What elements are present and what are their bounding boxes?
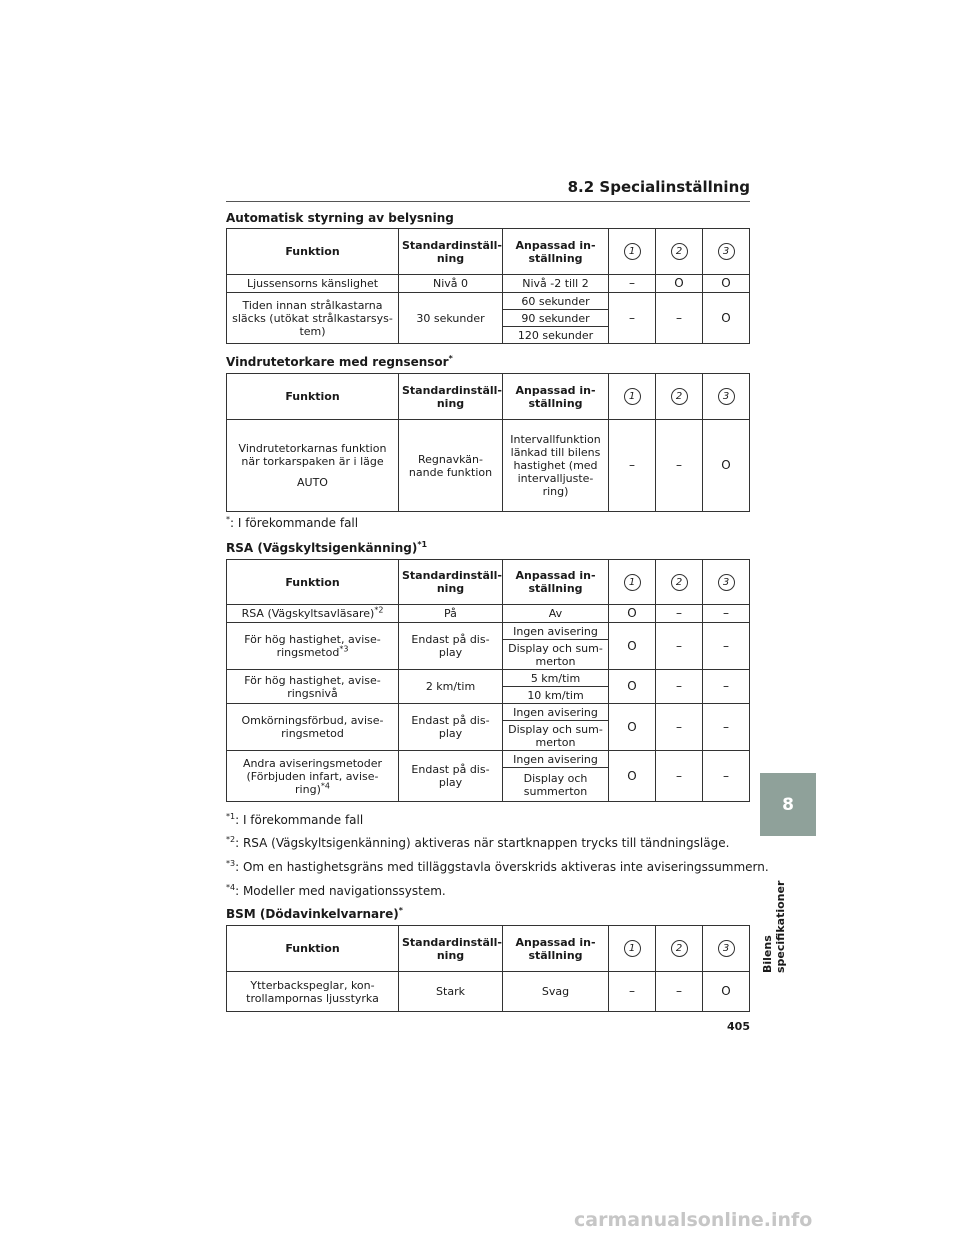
- cell-mark-3: –: [703, 623, 750, 670]
- circle-3-icon: 3: [718, 940, 735, 957]
- cell-funktion: RSA (Vägskyltsavläsare)$^{*2}$: [227, 605, 399, 623]
- table-header-row: [227, 926, 750, 972]
- cell-mark-3: –: [703, 751, 750, 802]
- cell-anpassad-option: 120 sekunder: [503, 327, 609, 344]
- header-standard: Standardinställ-ning: [399, 560, 503, 605]
- page-header: 8.2 Specialinställning: [226, 178, 750, 202]
- cell-mark-3: O: [703, 293, 750, 344]
- cell-anpassad-option: 60 sekunder: [503, 293, 609, 310]
- header-standard: Standardinställ-ning: [399, 926, 503, 972]
- header-col-2: [656, 560, 703, 605]
- circle-3-icon: 3: [718, 574, 735, 591]
- cell-mark-2: –: [656, 972, 703, 1012]
- cell-mark-1: O: [609, 605, 656, 623]
- header-anpassad: Anpassad in-ställning: [503, 374, 609, 420]
- header-col-1: [609, 926, 656, 972]
- footnote-1: $^{*1}$: I förekommande fall: [226, 812, 364, 827]
- header-anpassad: Anpassad in-ställning: [503, 560, 609, 605]
- cell-mark-2: –: [656, 704, 703, 751]
- section-title-lighting: Automatisk styrning av belysning: [226, 211, 454, 225]
- cell-standard: På: [399, 605, 503, 623]
- header-anpassad: Anpassad in-ställning: [503, 926, 609, 972]
- cell-anpassad-option: Display och sum-merton: [503, 721, 609, 751]
- cell-anpassad: Nivå -2 till 2: [503, 275, 609, 293]
- table-row: [227, 605, 750, 623]
- cell-funktion: Omkörningsförbud, avise-ringsmetod: [227, 704, 399, 751]
- cell-mark-1: O: [609, 623, 656, 670]
- cell-anpassad-option: Display och summerton: [503, 768, 609, 802]
- cell-funktion: För hög hastighet, avise-ringsmetod$^{*3}$: [227, 623, 399, 670]
- cell-anpassad-option: Ingen avisering: [503, 704, 609, 721]
- cell-standard: Endast på dis-play: [399, 751, 503, 802]
- cell-anpassad-option: 10 km/tim: [503, 687, 609, 704]
- circle-3-icon: 3: [718, 388, 735, 405]
- table-bsm: [226, 925, 750, 1012]
- cell-funktion: Andra aviseringsmetoder (Förbjuden infart, avise-ring)$^{*4}$: [227, 751, 399, 802]
- cell-mark-2: –: [656, 751, 703, 802]
- cell-mark-2: –: [656, 623, 703, 670]
- table-header-row: [227, 560, 750, 605]
- table-rsa: [226, 559, 750, 802]
- circle-2-icon: 2: [671, 940, 688, 957]
- cell-funktion: Ljussensorns känslighet: [227, 275, 399, 293]
- table-header-row: [227, 229, 750, 275]
- section-title-rsa: RSA (Vägskyltsigenkänning)$^{*1}$: [226, 540, 428, 555]
- circle-3-icon: 3: [718, 243, 735, 260]
- footnote-3: $^{*3}$: Om en hastighetsgräns med tilläggstavla överskrids aktiveras inte aviseringssummern.: [226, 859, 769, 874]
- section-title-wipers: Vindrutetorkare med regnsensor*: [226, 354, 453, 369]
- section-title-bsm: BSM (Dödavinkelvarnare)*: [226, 906, 403, 921]
- cell-mark-1: –: [609, 420, 656, 512]
- cell-mark-3: O: [703, 972, 750, 1012]
- cell-standard: Nivå 0: [399, 275, 503, 293]
- footnote-wipers: *: I förekommande fall: [226, 515, 359, 530]
- header-col-3: [703, 374, 750, 420]
- table-row: [227, 420, 750, 512]
- header-funktion: Funktion: [227, 926, 399, 972]
- cell-funktion: Ytterbackspeglar, kon-trollampornas ljusstyrka: [227, 972, 399, 1012]
- circle-1-icon: 1: [624, 940, 641, 957]
- circle-1-icon: 1: [624, 243, 641, 260]
- cell-anpassad: Svag: [503, 972, 609, 1012]
- cell-funktion: Tiden innan strålkastarna släcks (utökat strålkastarsys-tem): [227, 293, 399, 344]
- cell-mark-2: –: [656, 420, 703, 512]
- cell-mark-2: O: [656, 275, 703, 293]
- header-col-1: [609, 560, 656, 605]
- cell-mark-1: –: [609, 275, 656, 293]
- chapter-tab: 8: [760, 773, 816, 836]
- cell-standard: Stark: [399, 972, 503, 1012]
- cell-mark-3: O: [703, 420, 750, 512]
- header-col-1: [609, 374, 656, 420]
- circle-2-icon: 2: [671, 243, 688, 260]
- circle-2-icon: 2: [671, 574, 688, 591]
- footnote-4: $^{*4}$: Modeller med navigationssystem.: [226, 883, 446, 898]
- table-wipers: [226, 373, 750, 512]
- header-col-3: [703, 229, 750, 275]
- table-row: [227, 972, 750, 1012]
- cell-mark-1: –: [609, 972, 656, 1012]
- cell-mark-2: –: [656, 293, 703, 344]
- header-funktion: Funktion: [227, 374, 399, 420]
- cell-standard: 2 km/tim: [399, 670, 503, 704]
- cell-standard: Endast på dis-play: [399, 704, 503, 751]
- table-lighting: [226, 228, 750, 344]
- cell-mark-2: –: [656, 670, 703, 704]
- table-row: [227, 751, 750, 768]
- cell-mark-1: O: [609, 751, 656, 802]
- cell-anpassad-option: Ingen avisering: [503, 751, 609, 768]
- header-standard: Standardinställ-ning: [399, 374, 503, 420]
- cell-standard: 30 sekunder: [399, 293, 503, 344]
- table-row: [227, 275, 750, 293]
- cell-mark-1: O: [609, 704, 656, 751]
- watermark: carmanualsonline.info: [574, 1209, 813, 1231]
- cell-funktion: Vindrutetorkarnas funktion när torkarspaken är i läge AUTO: [227, 420, 399, 512]
- cell-anpassad: Av: [503, 605, 609, 623]
- header-col-2: [656, 926, 703, 972]
- chapter-side-label: Bilens specifikationer: [761, 880, 787, 973]
- header-col-3: [703, 560, 750, 605]
- circle-1-icon: 1: [624, 574, 641, 591]
- table-row: [227, 293, 750, 310]
- cell-anpassad-option: 5 km/tim: [503, 670, 609, 687]
- cell-standard: Regnavkän-nande funktion: [399, 420, 503, 512]
- circle-1-icon: 1: [624, 388, 641, 405]
- table-row: [227, 670, 750, 687]
- cell-mark-3: –: [703, 605, 750, 623]
- header-funktion: Funktion: [227, 229, 399, 275]
- cell-anpassad-option: Display och sum-merton: [503, 640, 609, 670]
- cell-mark-3: –: [703, 670, 750, 704]
- header-col-2: [656, 229, 703, 275]
- header-anpassad: Anpassad in-ställning: [503, 229, 609, 275]
- header-col-2: [656, 374, 703, 420]
- cell-mark-1: –: [609, 293, 656, 344]
- circle-2-icon: 2: [671, 388, 688, 405]
- cell-mark-3: –: [703, 704, 750, 751]
- cell-mark-3: O: [703, 275, 750, 293]
- header-funktion: Funktion: [227, 560, 399, 605]
- table-header-row: [227, 374, 750, 420]
- cell-standard: Endast på dis-play: [399, 623, 503, 670]
- page-number: 405: [727, 1020, 750, 1033]
- header-col-1: [609, 229, 656, 275]
- cell-anpassad-option: Ingen avisering: [503, 623, 609, 640]
- header-col-3: [703, 926, 750, 972]
- cell-funktion: För hög hastighet, avise-ringsnivå: [227, 670, 399, 704]
- table-row: [227, 623, 750, 640]
- cell-mark-2: –: [656, 605, 703, 623]
- table-row: [227, 704, 750, 721]
- cell-anpassad-option: 90 sekunder: [503, 310, 609, 327]
- header-standard: Standardinställ-ning: [399, 229, 503, 275]
- footnote-2: $^{*2}$: RSA (Vägskyltsigenkänning) aktiveras när startknappen trycks till tändningsläge.: [226, 835, 730, 850]
- cell-anpassad: Intervallfunktion länkad till bilens hastighet (med intervalljuste-ring): [503, 420, 609, 512]
- cell-mark-1: O: [609, 670, 656, 704]
